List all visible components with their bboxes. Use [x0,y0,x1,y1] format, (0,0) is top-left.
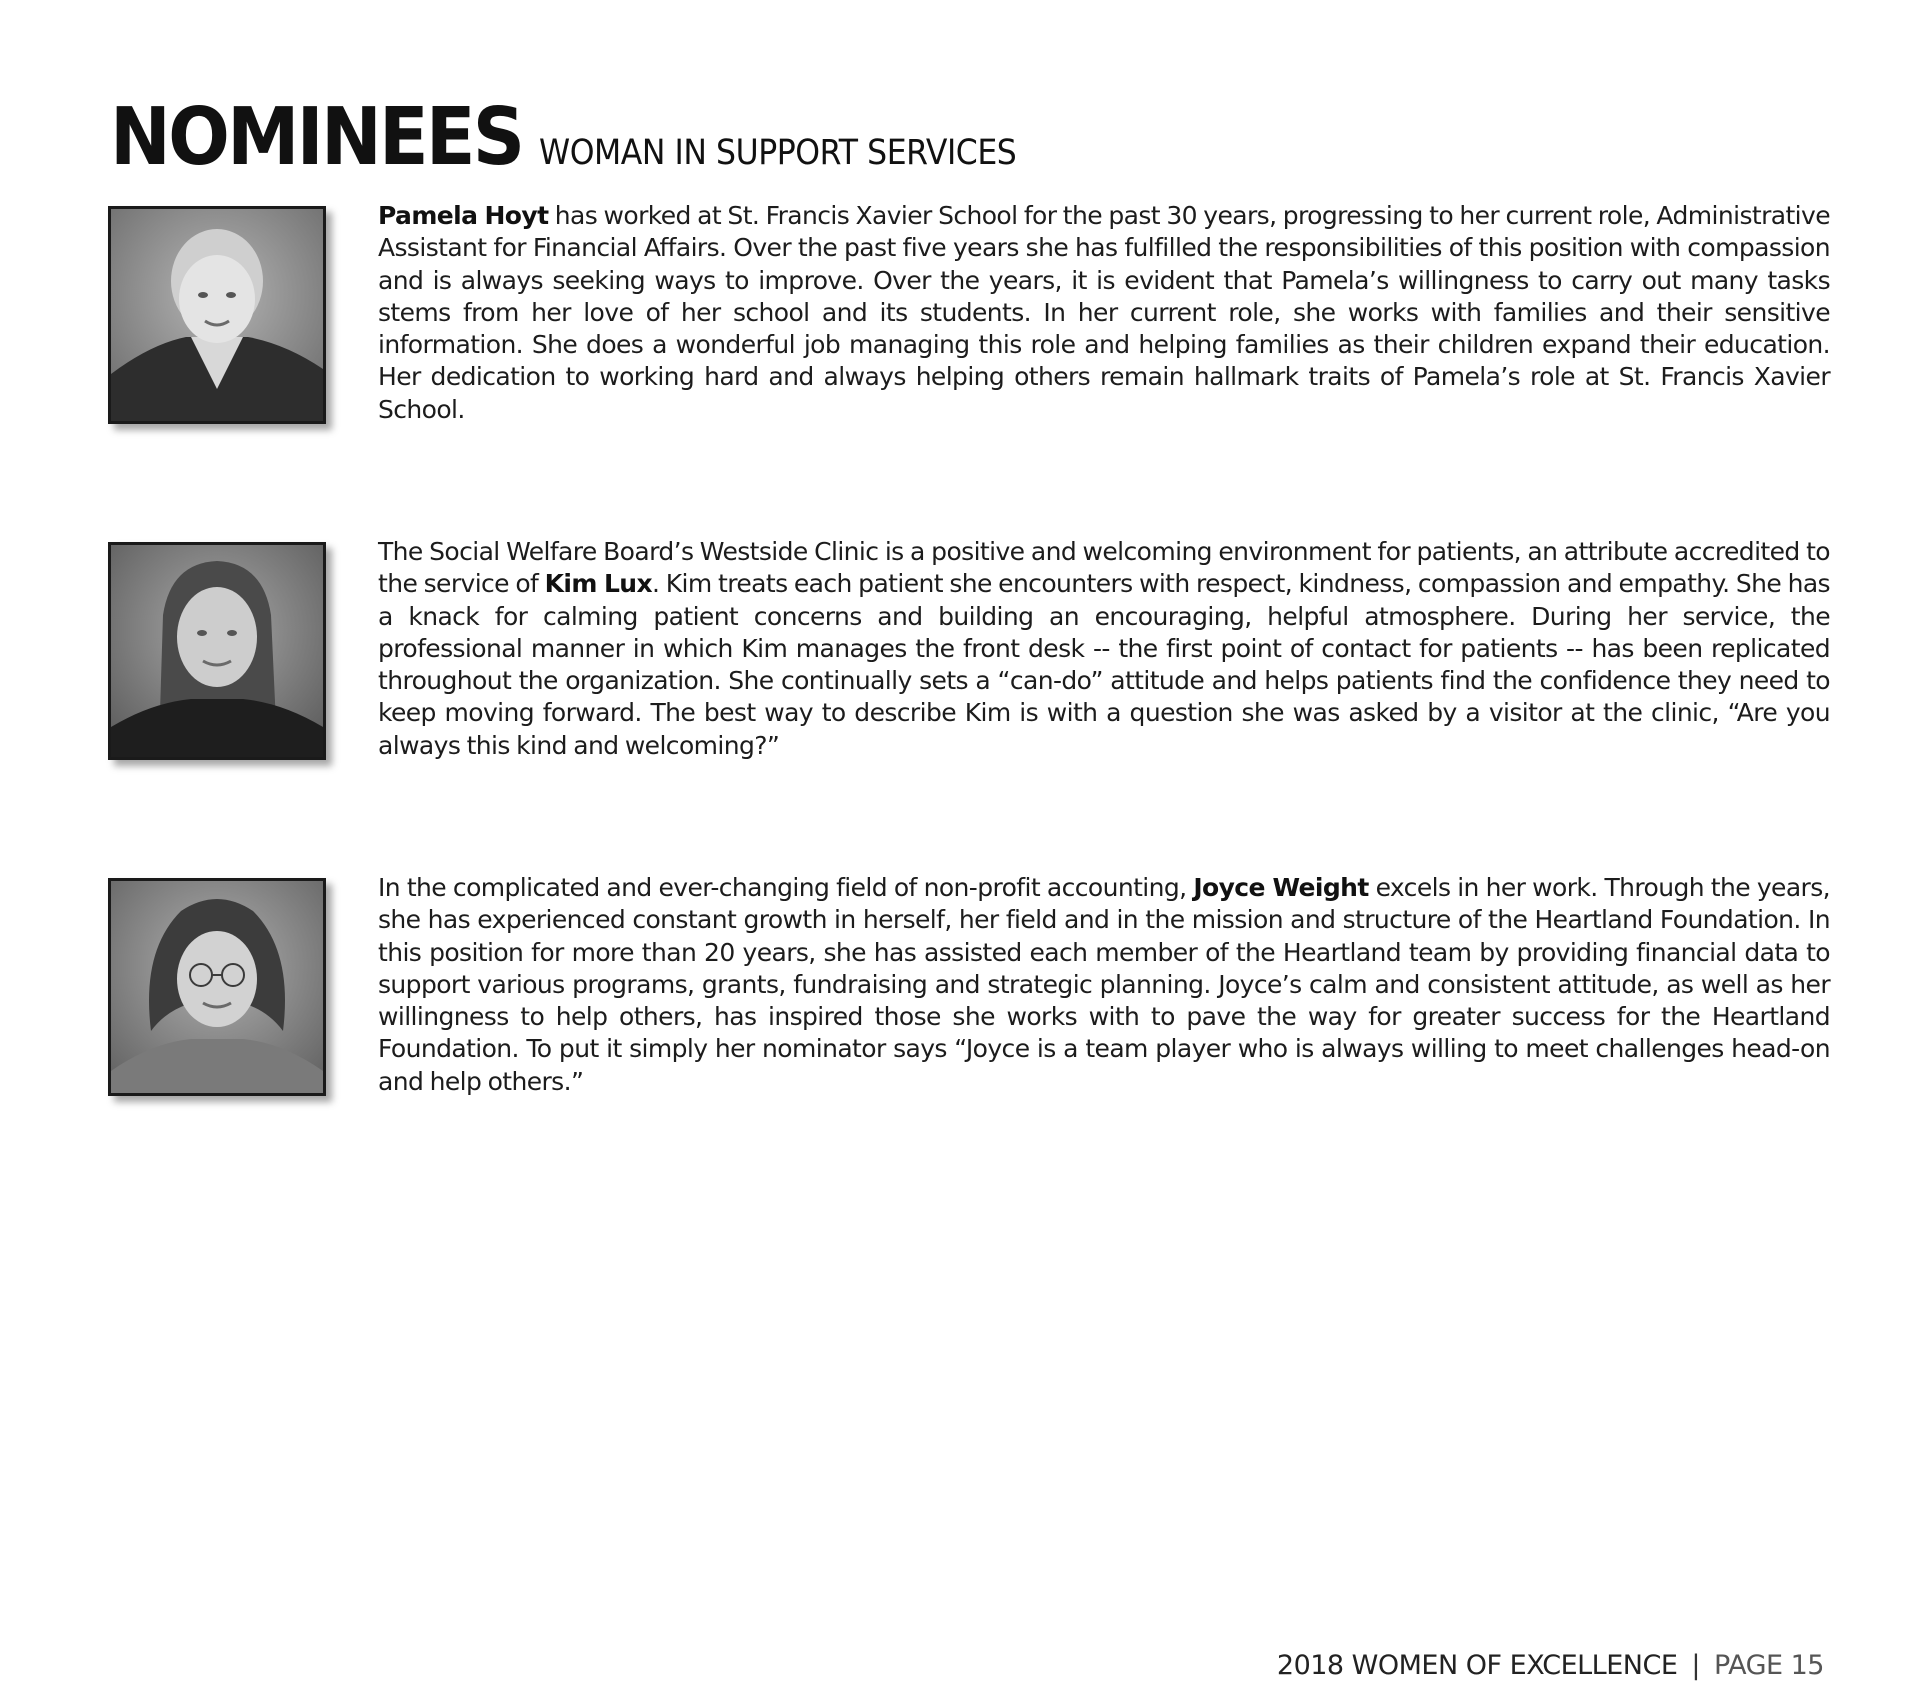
nominee-bio: The Social Welfare Board’s Westside Clinic is a positive and welcoming environment for patients, an attribute accredited to the service of Kim Lux. Kim treats each patient she encounters with respect, kindness, compassion and empathy. She has a knack for calming patient concerns and building an encouraging, helpful atmosphere. During her service, the professional manner in which Kim manages the front desk -- the first point of contact for patients -- has been replicated throughout the organization. She continually sets a “can-do” attitude and helps patients find the confidence they need to keep moving forward. The best way to describe Kim is with a question she was asked by a visitor at the clinic, “Are you always this kind and welcoming?” [378,537,1830,760]
page-footer [1277,1650,1824,1681]
page-number: PAGE 15 [1714,1650,1824,1681]
nominee-bio: In the complicated and ever-changing field of non-profit accounting, Joyce Weight excels in her work. Through the years, she has experienced constant growth in herself, her field and in the mission and structure of the Heartland Foundation. In this position for more than 20 years, she has assisted each member of the Heartland team by providing financial data to support various programs, grants, fundraising and strategic planning. Joyce’s calm and consistent attitude, as well as her willingness to help others, has inspired those she works with to pave the way for greater success for the Heartland Foundation. To put it simply her nominator says “Joyce is a team player who is always willing to meet challenges head-on and help others.” [378,873,1831,1096]
publication-title: 2018 WOMEN OF EXCELLENCE [1276,1650,1678,1681]
footer-separator: | [1691,1650,1701,1681]
page-title: NOMINEES [110,91,523,183]
page-subtitle: WOMAN IN SUPPORT SERVICES [539,133,1017,173]
nominee-name: Pamela Hoyt [378,201,549,230]
nominee-bio: Pamela Hoyt has worked at St. Francis Xavier School for the past 30 years, progressing to her current role, Administrative Assistant for Financial Affairs. Over the past five years she has fulfilled the responsibilities of this position with compassion and is always seeking ways to improve. Over the years, it is evident that Pamela’s willingness to carry out many tasks stems from her love of her school and its students. In her current role, she works with families and their sensitive information. She does a wonderful job managing this role and helping families as their children expand their education. Her dedication to working hard and always helping others remain hallmark traits of Pamela’s role at St. Francis Xavier School. [378,201,1831,424]
page-header [110,91,1070,183]
nominee-name: Joyce Weight [1193,873,1369,902]
nominee-name: Kim Lux [544,569,653,599]
portrait-photo-icon [108,878,326,1096]
portrait-photo-icon [108,206,326,424]
portrait-photo-icon [108,542,326,760]
